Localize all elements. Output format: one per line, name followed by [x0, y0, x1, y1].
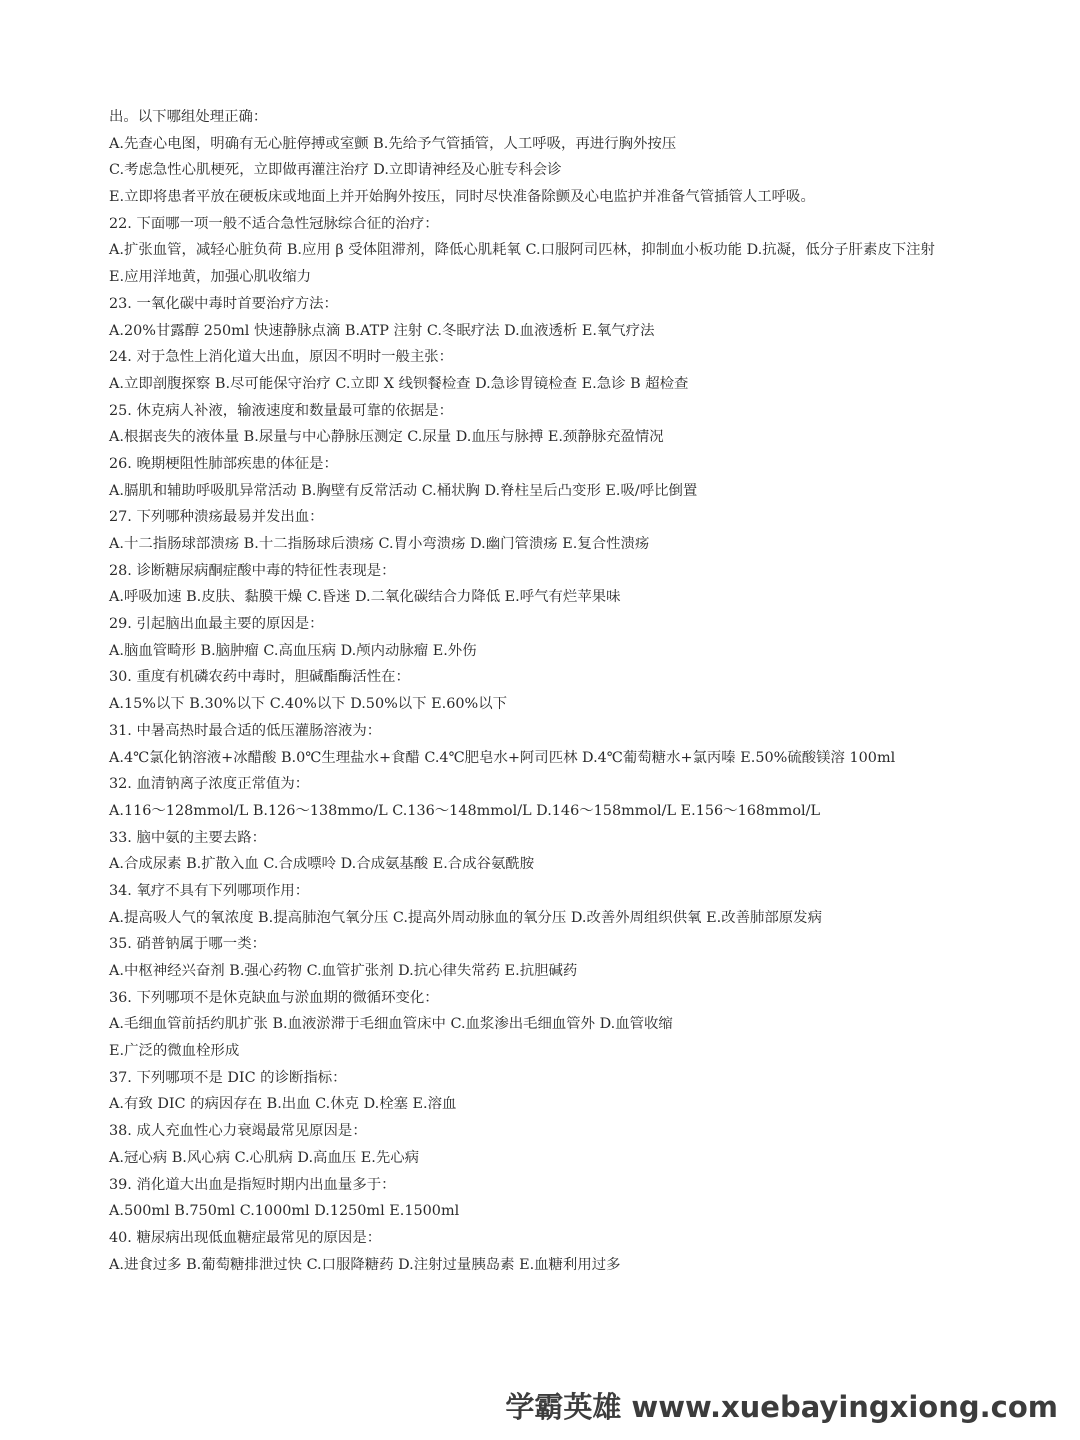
option-line: 出。以下哪组处理正确：: [109, 109, 268, 125]
option-line: E.应用洋地黄，加强心肌收缩力: [109, 269, 312, 286]
option-line: C.考虑急性心肌梗死，立即做再灌注治疗 D.立即请神经及心脏专科会诊: [109, 162, 562, 179]
option-line: A.4℃氯化钠溶液+冰醋酸 B.0℃生理盐水+食醋 C.4℃肥皂水+阿司匹林 D.4℃葡萄糖水+氯丙嗪 E.50%硫酸镁溶 100ml: [109, 749, 896, 766]
option-line: A.116～128mmol/L B.126～138mmo/L C.136～148mmol/L D.146～158mmol/L E.156～168mmol/L: [109, 802, 821, 819]
site-watermark: 学霸英雄 www.xuebayingxiong.com: [505, 1390, 1058, 1424]
option-line: A.有致 DIC 的病因存在 B.出血 C.休克 D.栓塞 E.溶血: [109, 1096, 457, 1113]
question-line: 40. 糖尿病出现低血糖症最常见的原因是：: [109, 1229, 382, 1246]
option-line: A.冠心病 B.风心病 C.心肌病 D.高血压 E.先心病: [109, 1149, 420, 1166]
option-line: A.500ml B.750ml C.1000ml D.1250ml E.1500ml: [109, 1203, 460, 1220]
question-line: 27. 下列哪种溃疡最易并发出血：: [109, 509, 324, 526]
option-line: E.广泛的微血栓形成: [109, 1043, 240, 1060]
option-line: A.进食过多 B.葡萄糖排泄过快 C.口服降糖药 D.注射过量胰岛素 E.血糖利用过多: [109, 1256, 621, 1273]
question-line: 23. 一氧化碳中毒时首要治疗方法：: [109, 295, 338, 312]
option-line: A.脑血管畸形 B.脑肿瘤 C.高血压病 D.颅内动脉瘤 E.外伤: [109, 642, 477, 659]
option-line: A.合成尿素 B.扩散入血 C.合成嘌呤 D.合成氨基酸 E.合成谷氨酰胺: [109, 856, 535, 873]
option-line: A.15%以下 B.30%以下 C.40%以下 D.50%以下 E.60%以下: [109, 696, 507, 713]
question-line: 22. 下面哪一项一般不适合急性冠脉综合征的治疗：: [109, 215, 439, 232]
question-line: 34. 氧疗不具有下列哪项作用：: [109, 882, 310, 899]
option-line: A.十二指肠球部溃疡 B.十二指肠球后溃疡 C.胃小弯溃疡 D.幽门管溃疡 E.复合性溃疡: [109, 536, 650, 552]
question-line: 39. 消化道大出血是指短时期内出血量多于：: [109, 1176, 396, 1193]
question-line: 31. 中暑高热时最合适的低压灌肠溶液为：: [109, 722, 382, 739]
option-line: A.先查心电图，明确有无心脏停搏或室颤 B.先给予气管插管，人工呼吸，再进行胸外按压: [109, 135, 677, 152]
option-line: E.立即将患者平放在硬板床或地面上并开始胸外按压，同时尽快准备除颤及心电监护并准备气管插管人工呼吸。: [109, 189, 815, 206]
question-line: 36. 下列哪项不是休克缺血与淤血期的微循环变化：: [109, 989, 439, 1006]
option-line: A.提高吸人气的氧浓度 B.提高肺泡气氧分压 C.提高外周动脉血的氧分压 D.改善外周组织供氧 E.改善肺部原发病: [109, 909, 822, 926]
question-line: 25. 休克病人补液，输液速度和数量最可靠的依据是：: [109, 402, 454, 419]
option-line: A.扩张血管，减轻心脏负荷 B.应用 β 受体阻滞剂，降低心肌耗氧 C.口服阿司匹林，抑制血小板功能 D.抗凝，低分子肝素皮下注射: [109, 242, 935, 259]
question-line: 37. 下列哪项不是 DIC 的诊断指标：: [109, 1069, 347, 1086]
option-line: A.立即剖腹探察 B.尽可能保守治疗 C.立即 X 线钡餐检查 D.急诊胃镜检查 E.急诊 B 超检查: [109, 375, 689, 392]
question-line: 28. 诊断糖尿病酮症酸中毒的特征性表现是：: [109, 562, 396, 579]
question-line: 32. 血清钠离子浓度正常值为：: [109, 776, 310, 793]
question-line: 29. 引起脑出血最主要的原因是：: [109, 616, 324, 633]
option-line: A.根据丧失的液体量 B.尿量与中心静脉压测定 C.尿量 D.血压与脉搏 E.颈静脉充盈情况: [109, 429, 664, 446]
option-line: A.中枢神经兴奋剂 B.强心药物 C.血管扩张剂 D.抗心律失常药 E.抗胆碱药: [109, 963, 578, 979]
question-line: 26. 晚期梗阻性肺部疾患的体征是：: [109, 455, 338, 472]
question-line: 35. 硝普钠属于哪一类：: [109, 936, 266, 953]
option-line: A.20%甘露醇 250ml 快速静脉点滴 B.ATP 注射 C.冬眠疗法 D.血液透析 E.氧气疗法: [109, 322, 655, 339]
option-line: A.呼吸加速 B.皮肤、黏膜干燥 C.昏迷 D.二氧化碳结合力降低 E.呼气有烂苹果味: [109, 589, 621, 606]
option-line: A.膈肌和辅助呼吸肌异常活动 B.胸壁有反常活动 C.桶状胸 D.脊柱呈后凸变形 E.吸/呼比倒置: [109, 482, 698, 499]
document-body: [109, 104, 1009, 1278]
question-line: 24. 对于急性上消化道大出血，原因不明时一般主张：: [109, 349, 454, 366]
question-line: 38. 成人充血性心力衰竭最常见原因是：: [109, 1123, 367, 1140]
question-line: 30. 重度有机磷农药中毒时，胆碱酯酶活性在：: [109, 669, 410, 686]
question-line: 33. 脑中氨的主要去路：: [109, 829, 266, 846]
option-line: A.毛细血管前括约肌扩张 B.血液淤滞于毛细血管床中 C.血浆渗出毛细血管外 D.血管收缩: [109, 1016, 673, 1033]
